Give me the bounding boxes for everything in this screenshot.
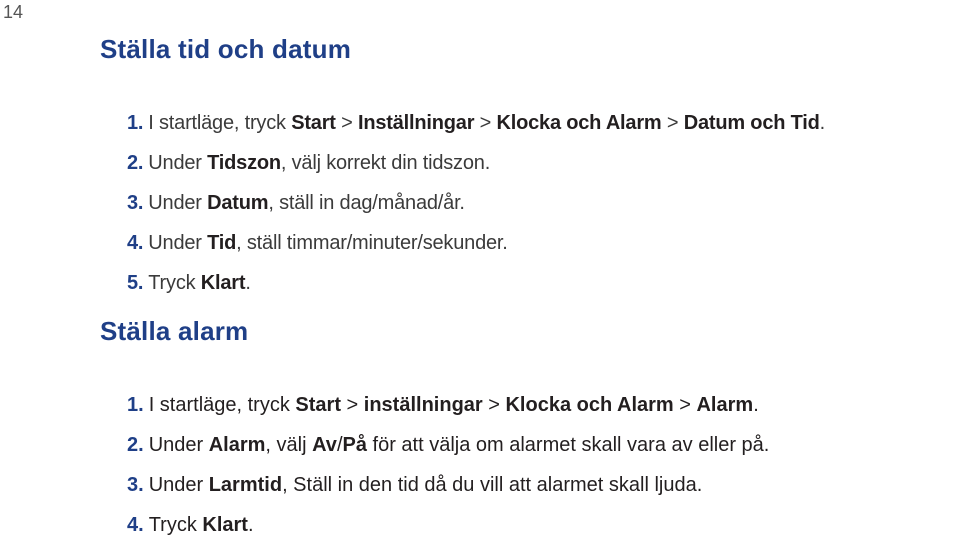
step-text: >: [673, 394, 697, 416]
step-number: 3.: [127, 192, 144, 214]
step-item: [127, 108, 825, 148]
heading-set-time-date: Ställa tid och datum: [100, 34, 352, 64]
step-bold-text: Tidszon: [207, 152, 281, 174]
step-text: .: [753, 394, 759, 416]
step-text: , Ställ in den tid då du vill att alarmet skall ljuda.: [282, 474, 703, 496]
step-text: >: [335, 112, 358, 134]
step-number: 2.: [127, 152, 144, 174]
step-number: 4.: [127, 514, 144, 536]
step-text: >: [474, 112, 497, 134]
heading-set-alarm: Ställa alarm: [100, 316, 249, 346]
step-text: /: [336, 434, 343, 456]
step-number: 2.: [127, 434, 144, 456]
step-bold-text: Datum: [207, 192, 269, 214]
step-text: Under: [148, 434, 209, 456]
step-bold-text: På: [342, 434, 367, 456]
step-text: för att välja om alarmet skall vara av eller på.: [366, 434, 770, 456]
step-bold-text: Alarm: [696, 394, 754, 416]
step-text: , välj korrekt din tidszon.: [280, 152, 491, 174]
step-text: >: [482, 394, 506, 416]
step-text: Tryck: [148, 514, 203, 536]
step-text: I startläge, tryck: [148, 112, 292, 134]
step-number: 1.: [127, 394, 144, 416]
step-bold-text: Klart: [200, 272, 246, 294]
step-bold-text: Alarm: [208, 434, 266, 456]
step-text: Under: [148, 232, 208, 254]
step-number: 5.: [127, 272, 144, 294]
step-item: [127, 470, 769, 510]
step-text: , ställ timmar/minuter/sekunder.: [236, 232, 508, 254]
step-item: [127, 228, 825, 268]
step-bold-text: inställningar: [363, 394, 483, 416]
step-item: [127, 268, 825, 308]
step-bold-text: Av: [312, 434, 337, 456]
step-text: .: [819, 112, 826, 134]
step-text: Tryck: [148, 272, 201, 294]
step-item: [127, 430, 769, 470]
step-text: Under: [148, 474, 209, 496]
step-number: 4.: [127, 232, 144, 254]
step-text: >: [661, 112, 684, 134]
page-number: 14: [3, 2, 24, 22]
step-item: [127, 390, 769, 430]
step-bold-text: Start: [291, 112, 336, 134]
step-text: >: [340, 394, 364, 416]
step-bold-text: Start: [295, 394, 341, 416]
step-text: Under: [148, 192, 208, 214]
step-text: .: [245, 272, 251, 294]
step-number: 1.: [127, 112, 144, 134]
step-text: , ställ in dag/månad/år.: [268, 192, 465, 214]
step-text: I startläge, tryck: [148, 394, 296, 416]
step-bold-text: Klocka och Alarm: [496, 112, 662, 134]
step-bold-text: Inställningar: [357, 112, 475, 134]
step-text: , välj: [265, 434, 313, 456]
step-bold-text: Tid: [207, 232, 237, 254]
step-bold-text: Datum och Tid: [683, 112, 820, 134]
step-bold-text: Larmtid: [208, 474, 283, 496]
step-bold-text: Klart: [202, 514, 248, 536]
step-number: 3.: [127, 474, 144, 496]
step-text: Under: [148, 152, 208, 174]
step-text: .: [247, 514, 254, 536]
step-item: [127, 188, 825, 228]
steps-set-time-date: [127, 108, 825, 308]
step-item: [127, 148, 825, 188]
steps-set-alarm: [127, 390, 769, 550]
step-bold-text: Klocka och Alarm: [505, 394, 674, 416]
step-item: [127, 510, 769, 550]
